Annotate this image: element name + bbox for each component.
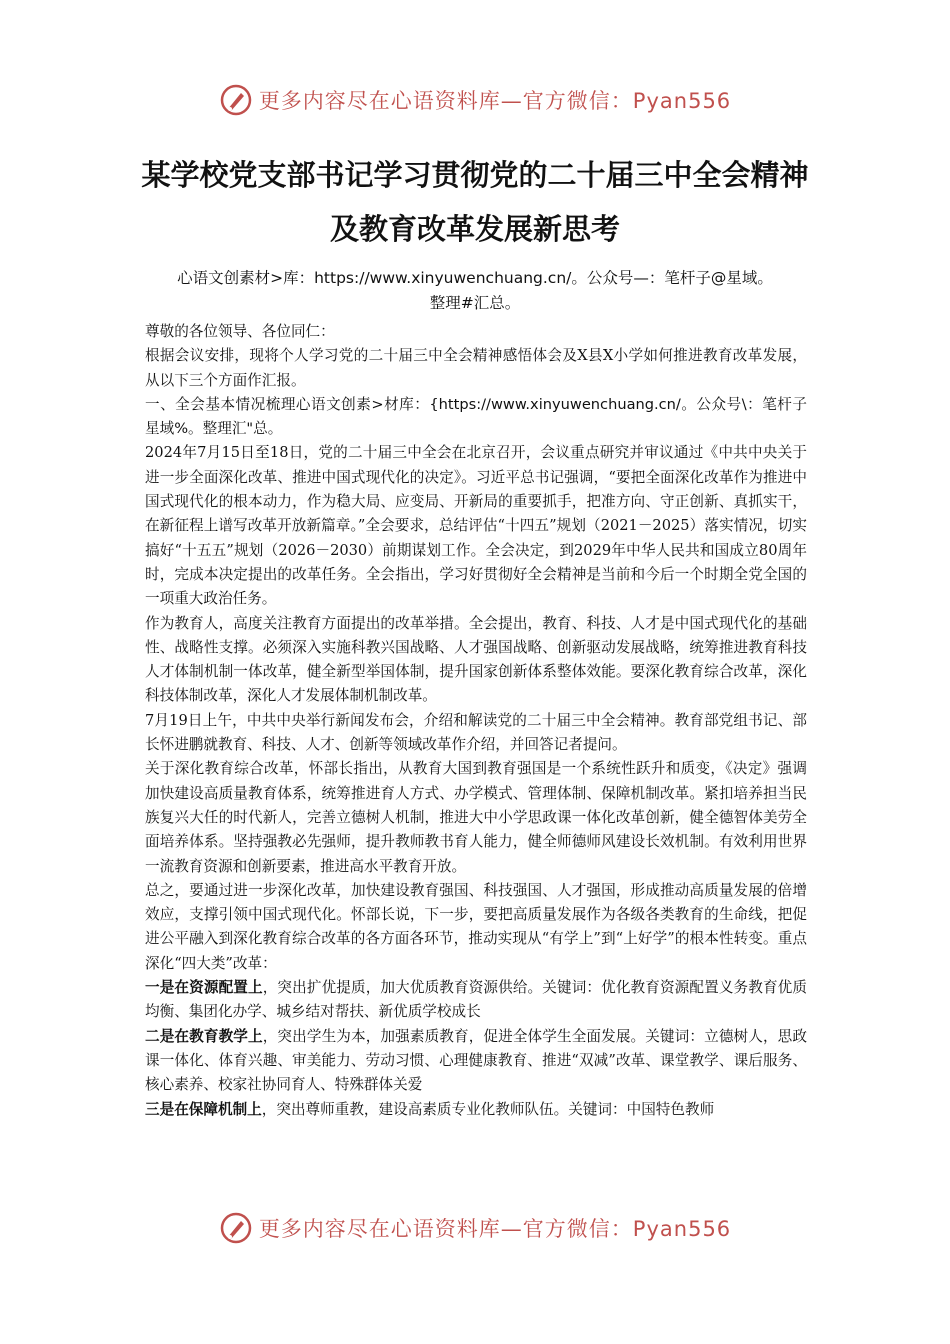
page-title	[120, 148, 830, 256]
footer-watermark-banner	[0, 1208, 950, 1248]
source-line-1: 心语文创素材>库：https://www.xinyuwenchuang.cn/。公众号—：笔杆子@星域。	[177, 269, 773, 287]
paragraph-4: 关于深化教育综合改革，怀部长指出，从教育大国到教育强国是一个系统性跃升和质变，《决定》强调加快建设高质量教育体系，统筹推进育人方式、办学模式、管理体制、保障机制改革。紧扣培养担当民族复兴大任的时代新人，完善立德树人机制，推进大中小学思政课一体化改革创新，健全德智体美劳全面培养体系。坚持强教必先强师，提升教师教书育人能力，健全师德师风建设长效机制。有效利用世界一流教育资源和创新要素，推进高水平教育开放。	[145, 760, 807, 875]
paragraph-1: 2024年7月15日至18日，党的二十届三中全会在北京召开，会议重点研究并审议通过《中共中央关于进一步全面深化改革、推进中国式现代化的决定》。习近平总书记强调，“要把全面深化改革作为推进中国式现代化的根本动力，作为稳大局、应变局、开新局的重要抓手，把准方向、守正创新、真抓实干，在新征程上谱写改革开放新篇章。”全会要求，总结评估“十四五”规划（2021－2025）落实情况，切实搞好“十五五”规划（2026－2030）前期谋划工作。全会决定，到2029年中华人民共和国成立80周年时，完成本决定提出的改革任务。全会指出，学习好贯彻好全会精神是当前和今后一个时期全党全国的一项重大政治任务。	[145, 444, 807, 608]
document-body	[145, 320, 807, 1122]
reform-item-2-text: ，突出学生为本，加强素质教育，促进全体学生全面发展。关键词：立德树人，思政课一体化、体育兴趣、审美能力、劳动习惯、心理健康教育、推进“双减”改革、课堂教学、课后服务、核心素养、校家社协同育人、特殊群体关爱	[145, 1027, 807, 1094]
title-line-1: 某学校党支部书记学习贯彻党的二十届三中全会精神	[141, 158, 809, 192]
source-line-2: 整理#汇总。	[429, 294, 521, 312]
reform-item-3	[145, 1098, 807, 1122]
reform-item-1	[145, 976, 807, 1025]
paragraph-2: 作为教育人，高度关注教育方面提出的改革举措。全会提出，教育、科技、人才是中国式现代化的基础性、战略性支撑。必须深入实施科教兴国战略、人才强国战略、创新驱动发展战略，统筹推进教育科技人才体制机制一体改革，健全新型举国体制，提升国家创新体系整体效能。要深化教育综合改革，深化科技体制改革，深化人才发展体制机制改革。	[145, 614, 807, 705]
section-1-heading: 一、全会基本情况梳理心语文创素>材库：{https://www.xinyuwenchuang.cn/。公众号\：笔杆子星域%。整理汇"总。	[145, 395, 807, 438]
reform-item-3-label: 三是在保障机制上	[145, 1100, 262, 1118]
header-watermark-banner	[0, 80, 950, 120]
source-note	[145, 266, 805, 316]
greeting: 尊敬的各位领导、各位同仁：	[145, 323, 335, 340]
reform-item-1-label: 一是在资源配置上	[145, 979, 263, 997]
reform-item-3-text: ，突出尊师重教，建设高素质专业化教师队伍。关键词：中国特色教师	[261, 1100, 715, 1118]
title-line-2: 及教育改革发展新思考	[329, 212, 620, 246]
pen-nib-logo-icon	[219, 1211, 253, 1245]
reform-item-2	[145, 1025, 807, 1098]
pen-nib-logo-icon	[219, 83, 253, 117]
watermark-text: 更多内容尽在心语资料库—官方微信：Pyan556	[258, 89, 732, 113]
reform-item-2-label: 二是在教育教学上	[145, 1027, 263, 1045]
watermark-text: 更多内容尽在心语资料库—官方微信：Pyan556	[258, 1217, 732, 1241]
paragraph-3: 7月19日上午，中共中央举行新闻发布会，介绍和解读党的二十届三中全会精神。教育部党组书记、部长怀进鹏就教育、科技、人才、创新等领域改革作介绍，并回答记者提问。	[145, 711, 807, 754]
paragraph-5: 总之，要通过进一步深化改革，加快建设教育强国、科技强国、人才强国，形成推动高质量发展的倍增效应，支撑引领中国式现代化。怀部长说，下一步，要把高质量发展作为各级各类教育的生命线，把促进公平融入到深化教育综合改革的各方面各环节，推动实现从“有学上”到“上好学”的根本性转变。重点深化“四大类”改革：	[145, 881, 807, 972]
reform-item-1-text: ，突出扩优提质，加大优质教育资源供给。关键词：优化教育资源配置义务教育优质均衡、集团化办学、城乡结对帮扶、新优质学校成长	[145, 979, 807, 1021]
intro-paragraph: 根据会议安排，现将个人学习党的二十届三中全会精神感悟体会及X县X小学如何推进教育改革发展，从以下三个方面作汇报。	[145, 347, 807, 389]
